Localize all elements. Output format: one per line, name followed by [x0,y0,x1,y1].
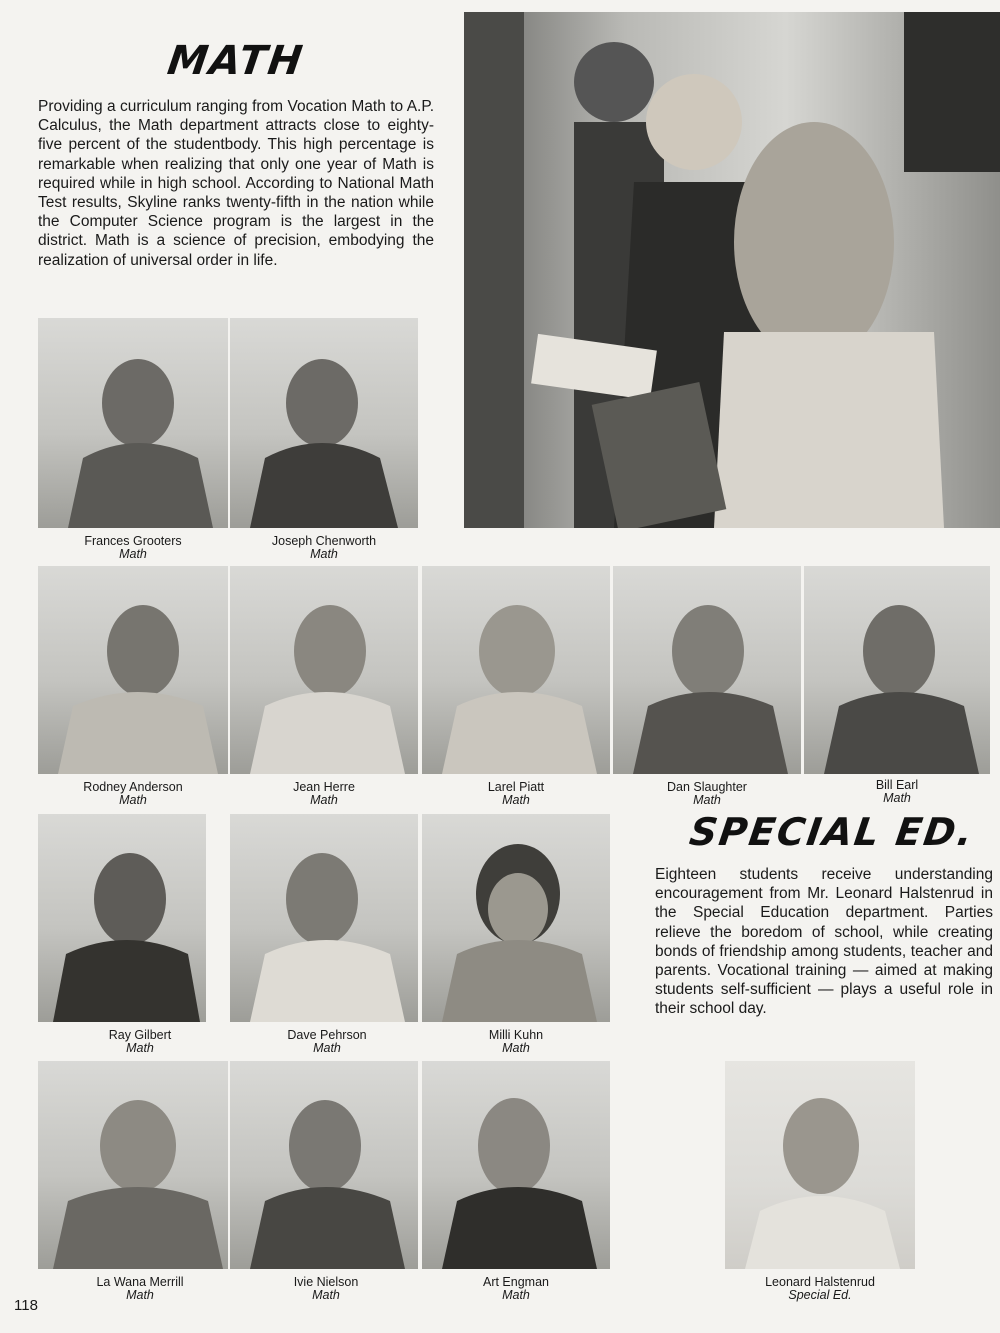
caption: Art Engman Math [482,1275,549,1302]
portrait-photo [38,1061,228,1269]
caption: Jean Herre Math [293,780,355,807]
caption: Joseph Chenworth Math [271,534,377,561]
portrait-photo [422,566,610,774]
caption: Milli Kuhn Math [488,1028,544,1055]
portrait-photo [230,566,418,774]
caption: Frances Grooters Math [84,534,182,561]
special-ed-heading: SPECIAL ED. [686,810,978,854]
classroom-photo [464,12,1000,528]
caption: Dan Slaughter Math [667,780,747,807]
math-heading: MATH [164,38,307,84]
portrait-photo [804,566,990,774]
caption: La Wana Merrill Math [96,1275,184,1302]
portrait-photo [422,1061,610,1269]
caption: Leonard Halstenrud Special Ed. [765,1275,875,1302]
page-number: 118 [14,1297,38,1314]
caption: Ivie Nielson Math [293,1275,359,1302]
caption: Larel Piatt Math [487,780,545,807]
math-paragraph: Providing a curriculum ranging from Vocation Math to A.P. Calculus, the Math department attracts close to eighty-five percent of the studentbody. This high percentage is remarkable when realizing that only one year of Math is required while in high school. According to National Math Test results, Skyline ranks twenty-fifth in the nation while the Computer Science program is the largest in the district. Math is a science of precision, embodying the realization of universal order in life. [38,98,434,269]
portrait-photo [422,814,610,1022]
special-ed-paragraph: Eighteen students receive understanding encouragement from Mr. Leonard Halstenrud in the Special Education department. Parties relieve the boredom of school, while creating bonds of friendship among students, teacher and parents. Vocational training — aimed at making students self-sufficient — plays a useful role in their school day. [655,866,993,1018]
caption: Bill Earl Math [875,778,919,805]
portrait-photo [230,814,418,1022]
portrait-photo [725,1061,915,1269]
caption: Ray Gilbert Math [108,1028,172,1055]
portrait-photo [38,566,228,774]
portrait-photo [230,318,418,528]
portrait-photo [38,318,228,528]
portrait-photo [230,1061,418,1269]
caption: Dave Pehrson Math [287,1028,367,1055]
caption: Rodney Anderson Math [83,780,183,807]
portrait-photo [38,814,206,1022]
portrait-photo [613,566,801,774]
